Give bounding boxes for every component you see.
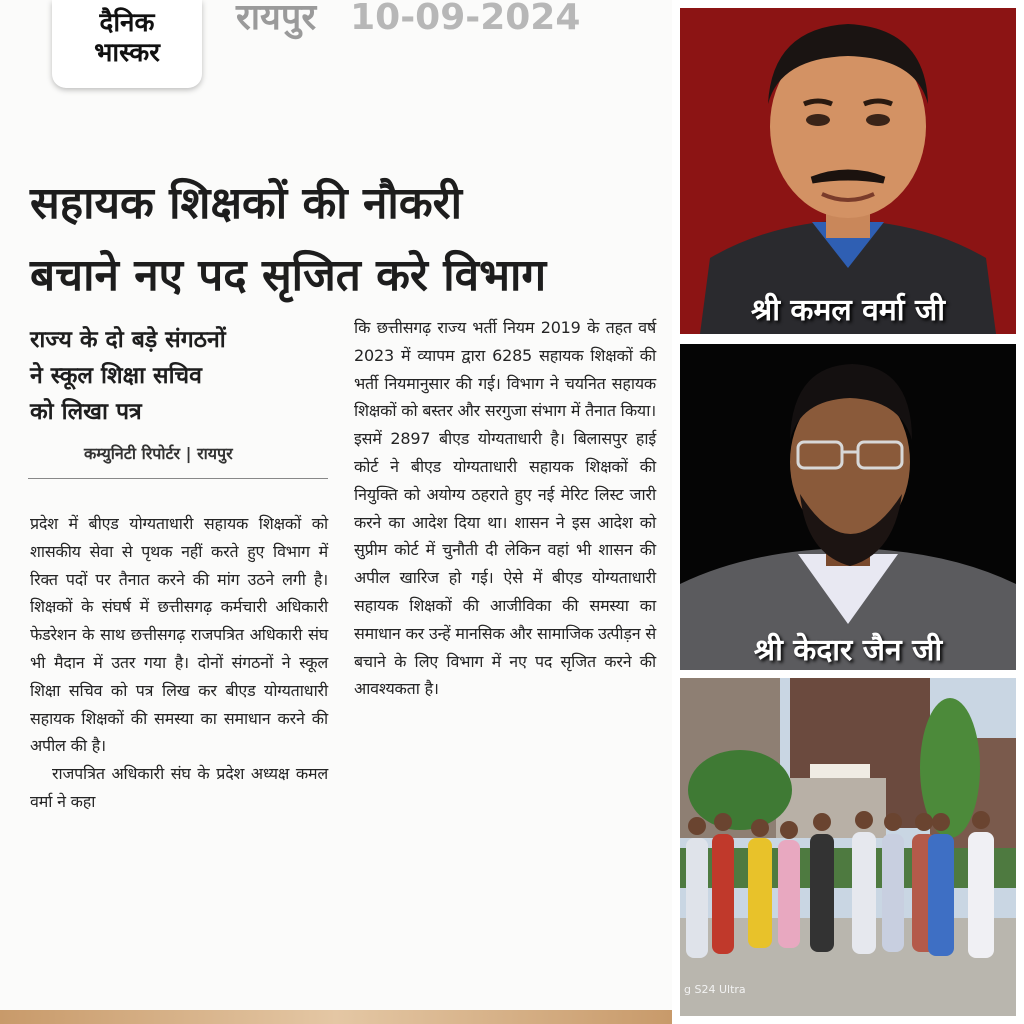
article-byline: कम्युनिटी रिपोर्टर | रायपुर — [84, 444, 233, 463]
portrait-kamal-verma — [680, 8, 1016, 334]
article-column-2 — [354, 314, 656, 703]
newspaper-logo — [52, 0, 202, 88]
portrait-1-illustration — [680, 8, 1016, 334]
dateline-city: रायपुर — [236, 0, 317, 38]
article-paragraph-3: कि छत्तीसगढ़ राज्य भर्ती नियम 2019 के तहत वर्ष 2023 में व्यापम द्वारा 6285 सहायक शिक्षकों की भर्ती नियमानुसार की गई। विभाग ने चयनित सहायक शिक्षकों को बस्तर और सरगुजा संभाग में तैनात किया। इसमें 2897 बीएड योग्यताधारी है। बिलासपुर हाई कोर्ट ने बीएड योग्यताधारी सहायक शिक्षकों की नियुक्ति को अयोग्य ठहराते हुए नई मेरिट लिस्ट जारी करने का आदेश दिया था। शासन ने इस आदेश को सुप्रीम कोर्ट में चुनौती दी लेकिन वहां भी शासन की अपील खारिज हो गई। ऐसे में बीएड योग्यताधारी सहायक शिक्षकों की आजीविका की समस्या का समाधान कर उन्हें मानसिक और सामाजिक उत्पीड़न से बचाने के लिए विभाग में नए पद सृजित करने की आवश्यकता है। — [354, 318, 656, 699]
headline-line-2: बचाने नए पद सृजित करे विभाग — [30, 250, 547, 301]
article-column-1 — [30, 510, 328, 816]
clipping-bottom-edge — [0, 1010, 672, 1024]
article-paragraph-2: राजपत्रित अधिकारी संघ के प्रदेश अध्यक्ष कमल वर्मा ने कहा — [30, 764, 328, 811]
article-subheadline — [30, 322, 330, 430]
portrait-kedar-jain — [680, 344, 1016, 670]
portrait-2-illustration — [680, 344, 1016, 670]
group-photo — [680, 678, 1016, 1016]
headline-line-1: सहायक शिक्षकों की नौकरी — [30, 178, 463, 229]
subheadline-line-1: राज्य के दो बड़े संगठनों — [30, 327, 226, 353]
article-paragraph-1: प्रदेश में बीएड योग्यताधारी सहायक शिक्षकों को शासकीय सेवा से पृथक नहीं करते हुए विभाग में रिक्त पदों पर तैनात करने की मांग उठने लगी है। शिक्षकों के संघर्ष में छत्तीसगढ़ कर्मचारी अधिकारी फेडरेशन के साथ छत्तीसगढ़ राजपत्रित अधिकारी संघ भी मैदान में उतर गया है। दोनों संगठनों ने स्कूल शिक्षा सचिव को पत्र लिख कर बीएड योग्यताधारी सहायक शिक्षकों की समस्या का समाधान करने की अपील की है। — [30, 514, 328, 756]
dateline-date: 10-09-2024 — [350, 0, 581, 38]
camera-watermark: g S24 Ultra — [684, 983, 746, 996]
dateline — [236, 0, 580, 40]
subheadline-line-3: को लिखा पत्र — [30, 399, 142, 425]
logo-line-2: भास्कर — [94, 38, 160, 68]
portrait-1-caption: श्री कमल वर्मा जी — [750, 293, 946, 328]
byline-divider — [28, 478, 328, 479]
portrait-2-caption: श्री केदार जैन जी — [753, 633, 943, 668]
subheadline-line-2: ने स्कूल शिक्षा सचिव — [30, 363, 202, 389]
logo-line-1: दैनिक — [99, 8, 155, 38]
group-photo-illustration — [680, 678, 1016, 1016]
article-headline — [30, 168, 660, 312]
